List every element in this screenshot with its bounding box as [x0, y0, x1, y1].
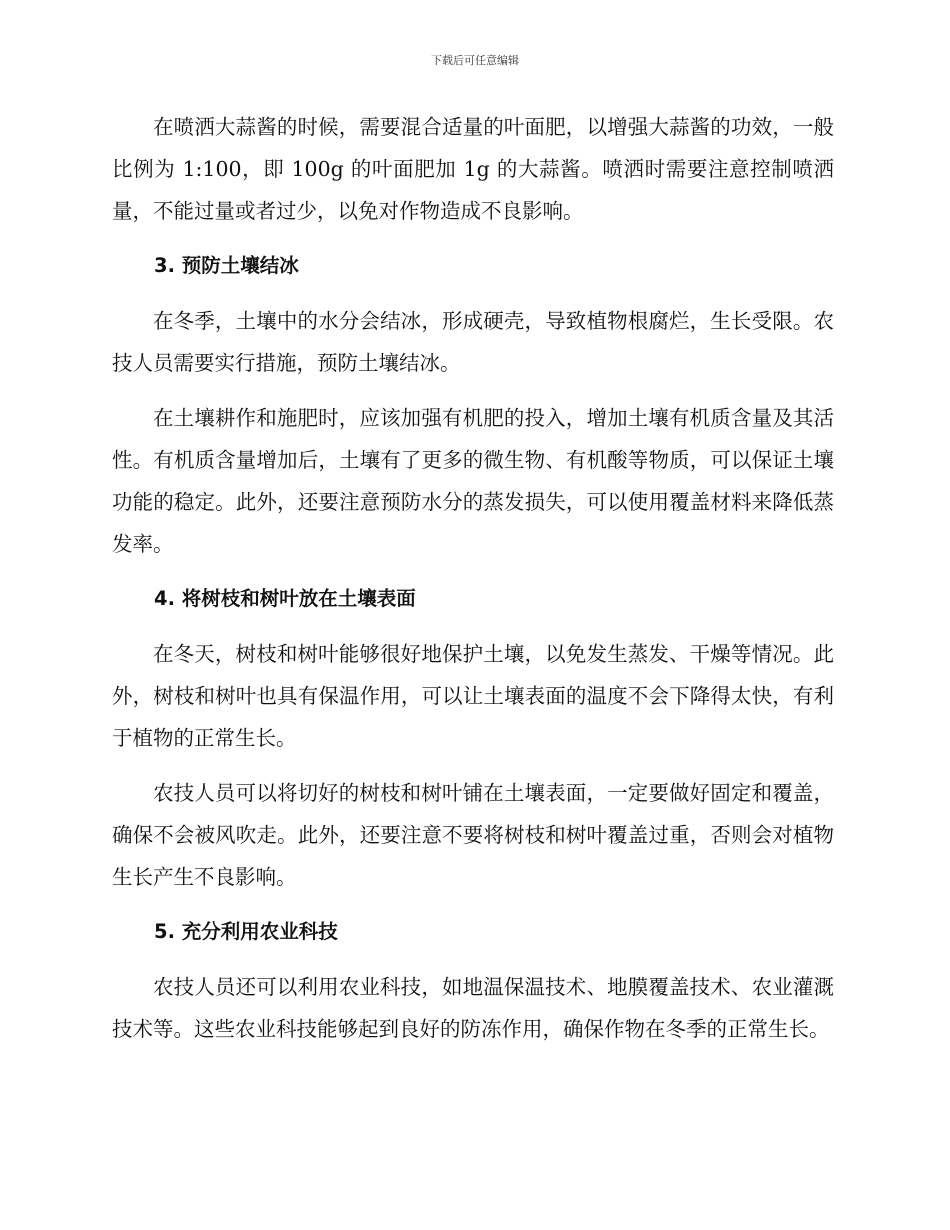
- paragraph-soil-freezing: 在冬季，土壤中的水分会结冰，形成硬壳，导致植物根腐烂，生长受限。农技人员需要实行措施，预防土壤结冰。: [112, 309, 834, 375]
- section-heading-4: 4. 将树枝和树叶放在土壤表面: [154, 587, 416, 610]
- paragraph-agri-tech: 农技人员还可以利用农业科技，如地温保温技术、地膜覆盖技术、农业灌溉技术等。这些农业科技能够起到良好的防冻作用，确保作物在冬季的正常生长。: [112, 975, 834, 1041]
- document-body: [112, 106, 834, 1063]
- page-header: 下载后可任意编辑: [431, 54, 519, 67]
- section-heading-5: 5. 充分利用农业科技: [154, 920, 338, 943]
- paragraph-branches-protect: 在冬天，树枝和树叶能够很好地保护土壤，以免发生蒸发、干燥等情况。此外，树枝和树叶也具有保温作用，可以让土壤表面的温度不会下降得太快，有利于植物的正常生长。: [112, 642, 834, 750]
- paragraph-branches-cover: 农技人员可以将切好的树枝和树叶铺在土壤表面，一定要做好固定和覆盖，确保不会被风吹走。此外，还要注意不要将树枝和树叶覆盖过重，否则会对植物生长产生不良影响。: [112, 781, 834, 889]
- paragraph-organic-fertilizer: 在土壤耕作和施肥时，应该加强有机肥的投入，增加土壤有机质含量及其活性。有机质含量增加后，土壤有了更多的微生物、有机酸等物质，可以保证土壤功能的稳定。此外，还要注意预防水分的蒸发损失，可以使用覆盖材料来降低蒸发率。: [112, 406, 834, 556]
- section-heading-3: 3. 预防土壤结冰: [154, 254, 299, 277]
- paragraph-garlic-spray: 在喷洒大蒜酱的时候，需要混合适量的叶面肥，以增强大蒜酱的功效，一般比例为 1:100，即 100g 的叶面肥加 1g 的大蒜酱。喷洒时需要注意控制喷洒量，不能过量或者过少，以免对作物造成不良影响。: [112, 115, 834, 223]
